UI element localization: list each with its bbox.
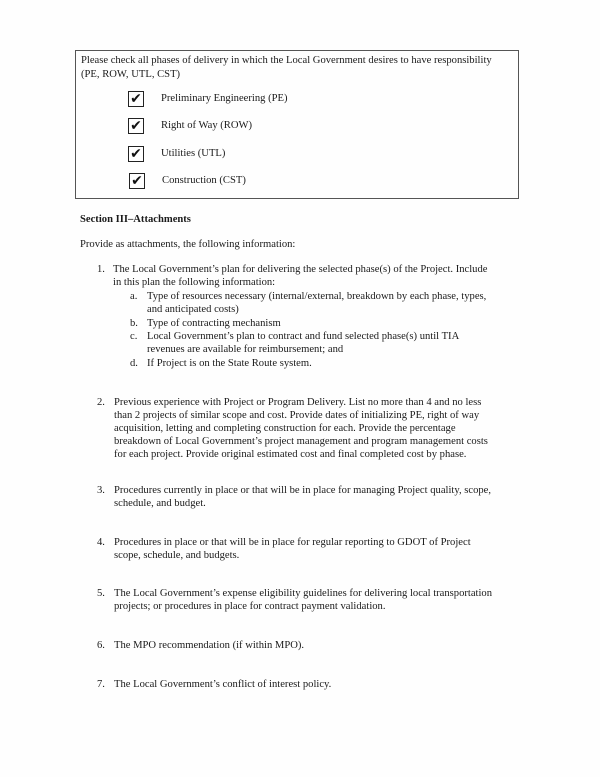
item-number: 4.: [97, 537, 105, 548]
checkbox-label-pe: Preliminary Engineering (PE): [161, 93, 288, 104]
subitem-letter: c.: [130, 331, 138, 342]
item-line: in this plan the following information:: [113, 277, 276, 288]
item-line: The MPO recommendation (if within MPO).: [114, 640, 305, 651]
subitem-line: Local Government’s plan to contract and fund selected phase(s) until TIA: [147, 331, 460, 342]
item-line: The Local Government’s plan for delivering the selected phase(s) of the Project. Include: [113, 264, 488, 275]
subitem-line: Type of resources necessary (internal/external, breakdown by each phase, types,: [147, 291, 487, 302]
subitem-line: and anticipated costs): [147, 304, 239, 315]
subitem-line: Type of contracting mechanism: [147, 318, 281, 329]
subitem-letter: b.: [130, 318, 138, 329]
section-title: Section III–Attachments: [80, 214, 191, 225]
item-line: The Local Government’s expense eligibility guidelines for delivering local transportation: [114, 588, 493, 599]
item-number: 5.: [97, 588, 105, 599]
item-line: The Local Government’s conflict of interest policy.: [114, 679, 332, 690]
item-line: breakdown of Local Government’s project management and program management costs: [114, 436, 488, 447]
phase-selection-prompt: [81, 54, 517, 81]
item-line: acquisition, letting and completing construction for each. Provide the percentage: [114, 423, 456, 434]
item-line: for each project. Provide original estimated cost and final completed cost by phase.: [114, 449, 467, 460]
prompt-line-1: Please check all phases of delivery in which the Local Government desires to have responsibility: [81, 55, 492, 66]
item-number: 6.: [97, 640, 105, 651]
item-line: Previous experience with Project or Program Delivery. List no more than 4 and no less: [114, 397, 482, 408]
subitem-letter: d.: [130, 358, 138, 369]
item-line: schedule, and budget.: [114, 498, 206, 509]
checkbox-pe[interactable]: [128, 91, 144, 107]
item-line: projects; or procedures in place for contract payment validation.: [114, 601, 386, 612]
section-intro: Provide as attachments, the following information:: [80, 239, 296, 250]
checkbox-cst[interactable]: [129, 173, 145, 189]
subitem-line: If Project is on the State Route system.: [147, 358, 312, 369]
item-number: 7.: [97, 679, 105, 690]
checkbox-row[interactable]: [128, 118, 144, 134]
checkbox-utl[interactable]: [128, 146, 144, 162]
checkbox-label-row: Right of Way (ROW): [161, 120, 253, 131]
item-line: Procedures currently in place or that will be in place for managing Project quality, scope,: [114, 485, 492, 496]
item-number: 2.: [97, 397, 105, 408]
checkmark-icon: ✔: [130, 146, 142, 162]
checkbox-label-cst: Construction (CST): [162, 175, 246, 186]
subitem-letter: a.: [130, 291, 138, 302]
item-number: 3.: [97, 485, 105, 496]
checkmark-icon: ✔: [130, 118, 142, 134]
item-line: than 2 projects of similar scope and cost. Provide dates of initializing PE, right of way: [114, 410, 480, 421]
checkbox-label-utl: Utilities (UTL): [161, 148, 226, 159]
item-number: 1.: [97, 264, 105, 275]
checkmark-icon: ✔: [131, 173, 143, 189]
subitem-line: revenues are available for reimbursement; and: [147, 344, 344, 355]
item-line: scope, schedule, and budgets.: [114, 550, 240, 561]
prompt-line-2: (PE, ROW, UTL, CST): [81, 68, 181, 80]
checkmark-icon: ✔: [130, 91, 142, 107]
item-line: Procedures in place or that will be in place for regular reporting to GDOT of Project: [114, 537, 471, 548]
